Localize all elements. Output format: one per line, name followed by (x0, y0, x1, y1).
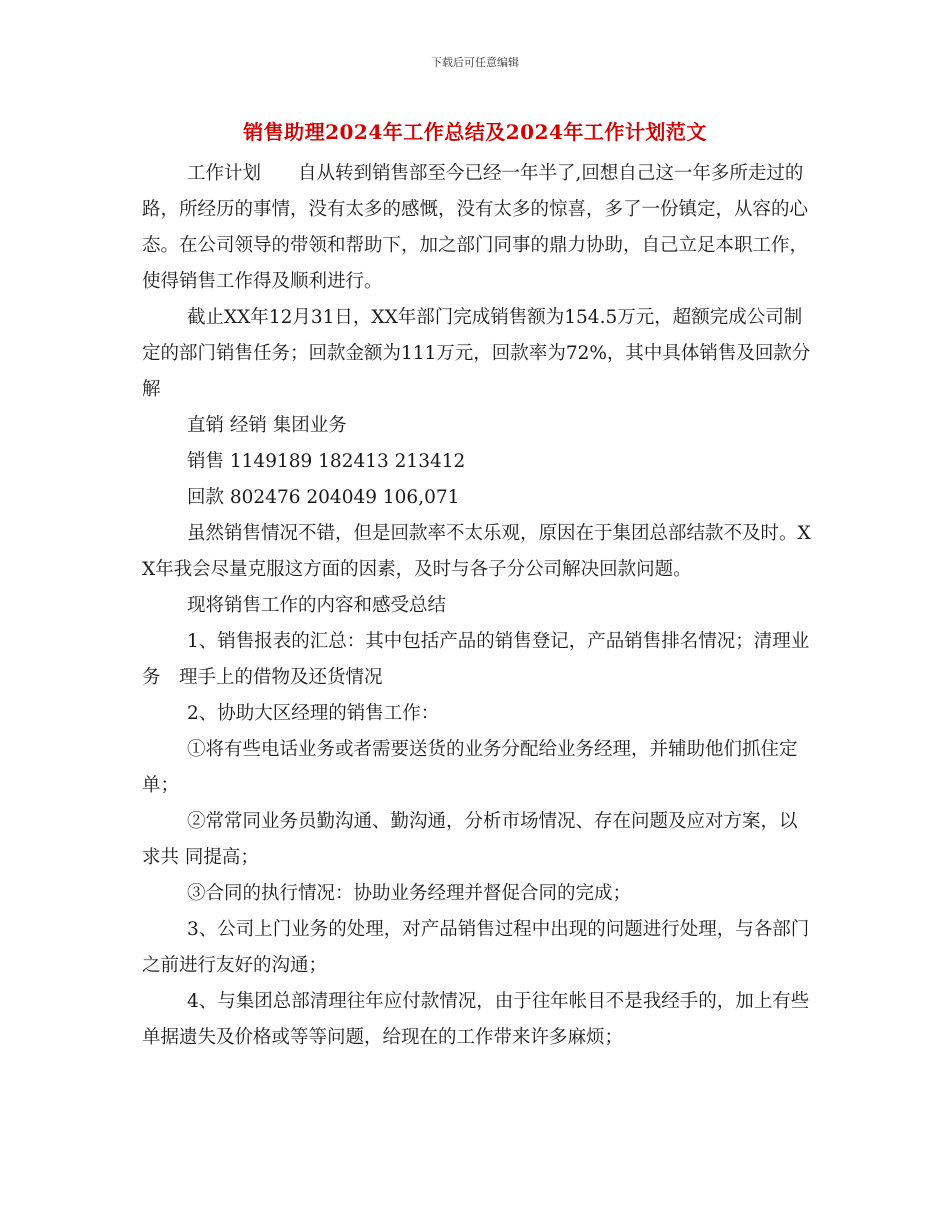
paragraph-sales-summary: 截止XX年12月31日，XX年部门完成销售额为154.5万元，超额完成公司制定的部门销售任务；回款金额为111万元，回款率为72%，其中具体销售及回款分解 (142, 307, 811, 400)
paragraph-sales-row: 销售 1149189 182413 213412 (187, 451, 466, 472)
header-note: 下载后可任意编辑 (431, 56, 519, 69)
paragraph-item-1: 1、销售报表的汇总：其中包括产品的销售登记，产品销售排名情况；清理业务 理手上的借物及还货情况 (142, 631, 810, 688)
paragraph-item-2c: ③合同的执行情况：协助业务经理并督促合同的完成； (187, 883, 632, 904)
paragraph-item-2: 2、协助大区经理的销售工作： (187, 703, 440, 724)
paragraph-intro: 工作计划 自从转到销售部至今已经一年半了,回想自己这一年多所走过的路，所经历的事情，没有太多的感慨，没有太多的惊喜，多了一份镇定，从容的心态。在公司领导的带领和帮助下，加之部门同事的鼎力协助，自己立足本职工作，使得销售工作得及顺利进行。 (142, 163, 809, 292)
document-body (142, 156, 812, 1056)
paragraph-item-2a: ①将有些电话业务或者需要送货的业务分配给业务经理，并辅助他们抓住定单； (142, 739, 798, 796)
paragraph-item-2b: ②常常同业务员勤沟通、勤沟通，分析市场情况、存在问题及应对方案，以求共 同提高； (142, 811, 798, 868)
paragraph-item-3: 3、公司上门业务的处理，对产品销售过程中出现的问题进行处理，与各部门之前进行友好的沟通； (142, 919, 810, 976)
paragraph-item-4: 4、与集团总部清理往年应付款情况，由于往年帐目不是我经手的，加上有些单据遗失及价格或等等问题，给现在的工作带来许多麻烦； (142, 991, 810, 1048)
paragraph-table-header: 直销 经销 集团业务 (187, 415, 347, 436)
paragraph-payment-analysis: 虽然销售情况不错，但是回款率不太乐观，原因在于集团总部结款不及时。XX年我会尽量克服这方面的因素，及时与各子分公司解决回款问题。 (142, 523, 811, 580)
paragraph-payment-row: 回款 802476 204049 106,071 (187, 487, 460, 508)
document-title: 销售助理2024年工作总结及2024年工作计划范文 (243, 120, 707, 144)
paragraph-summary-intro: 现将销售工作的内容和感受总结 (187, 595, 447, 616)
